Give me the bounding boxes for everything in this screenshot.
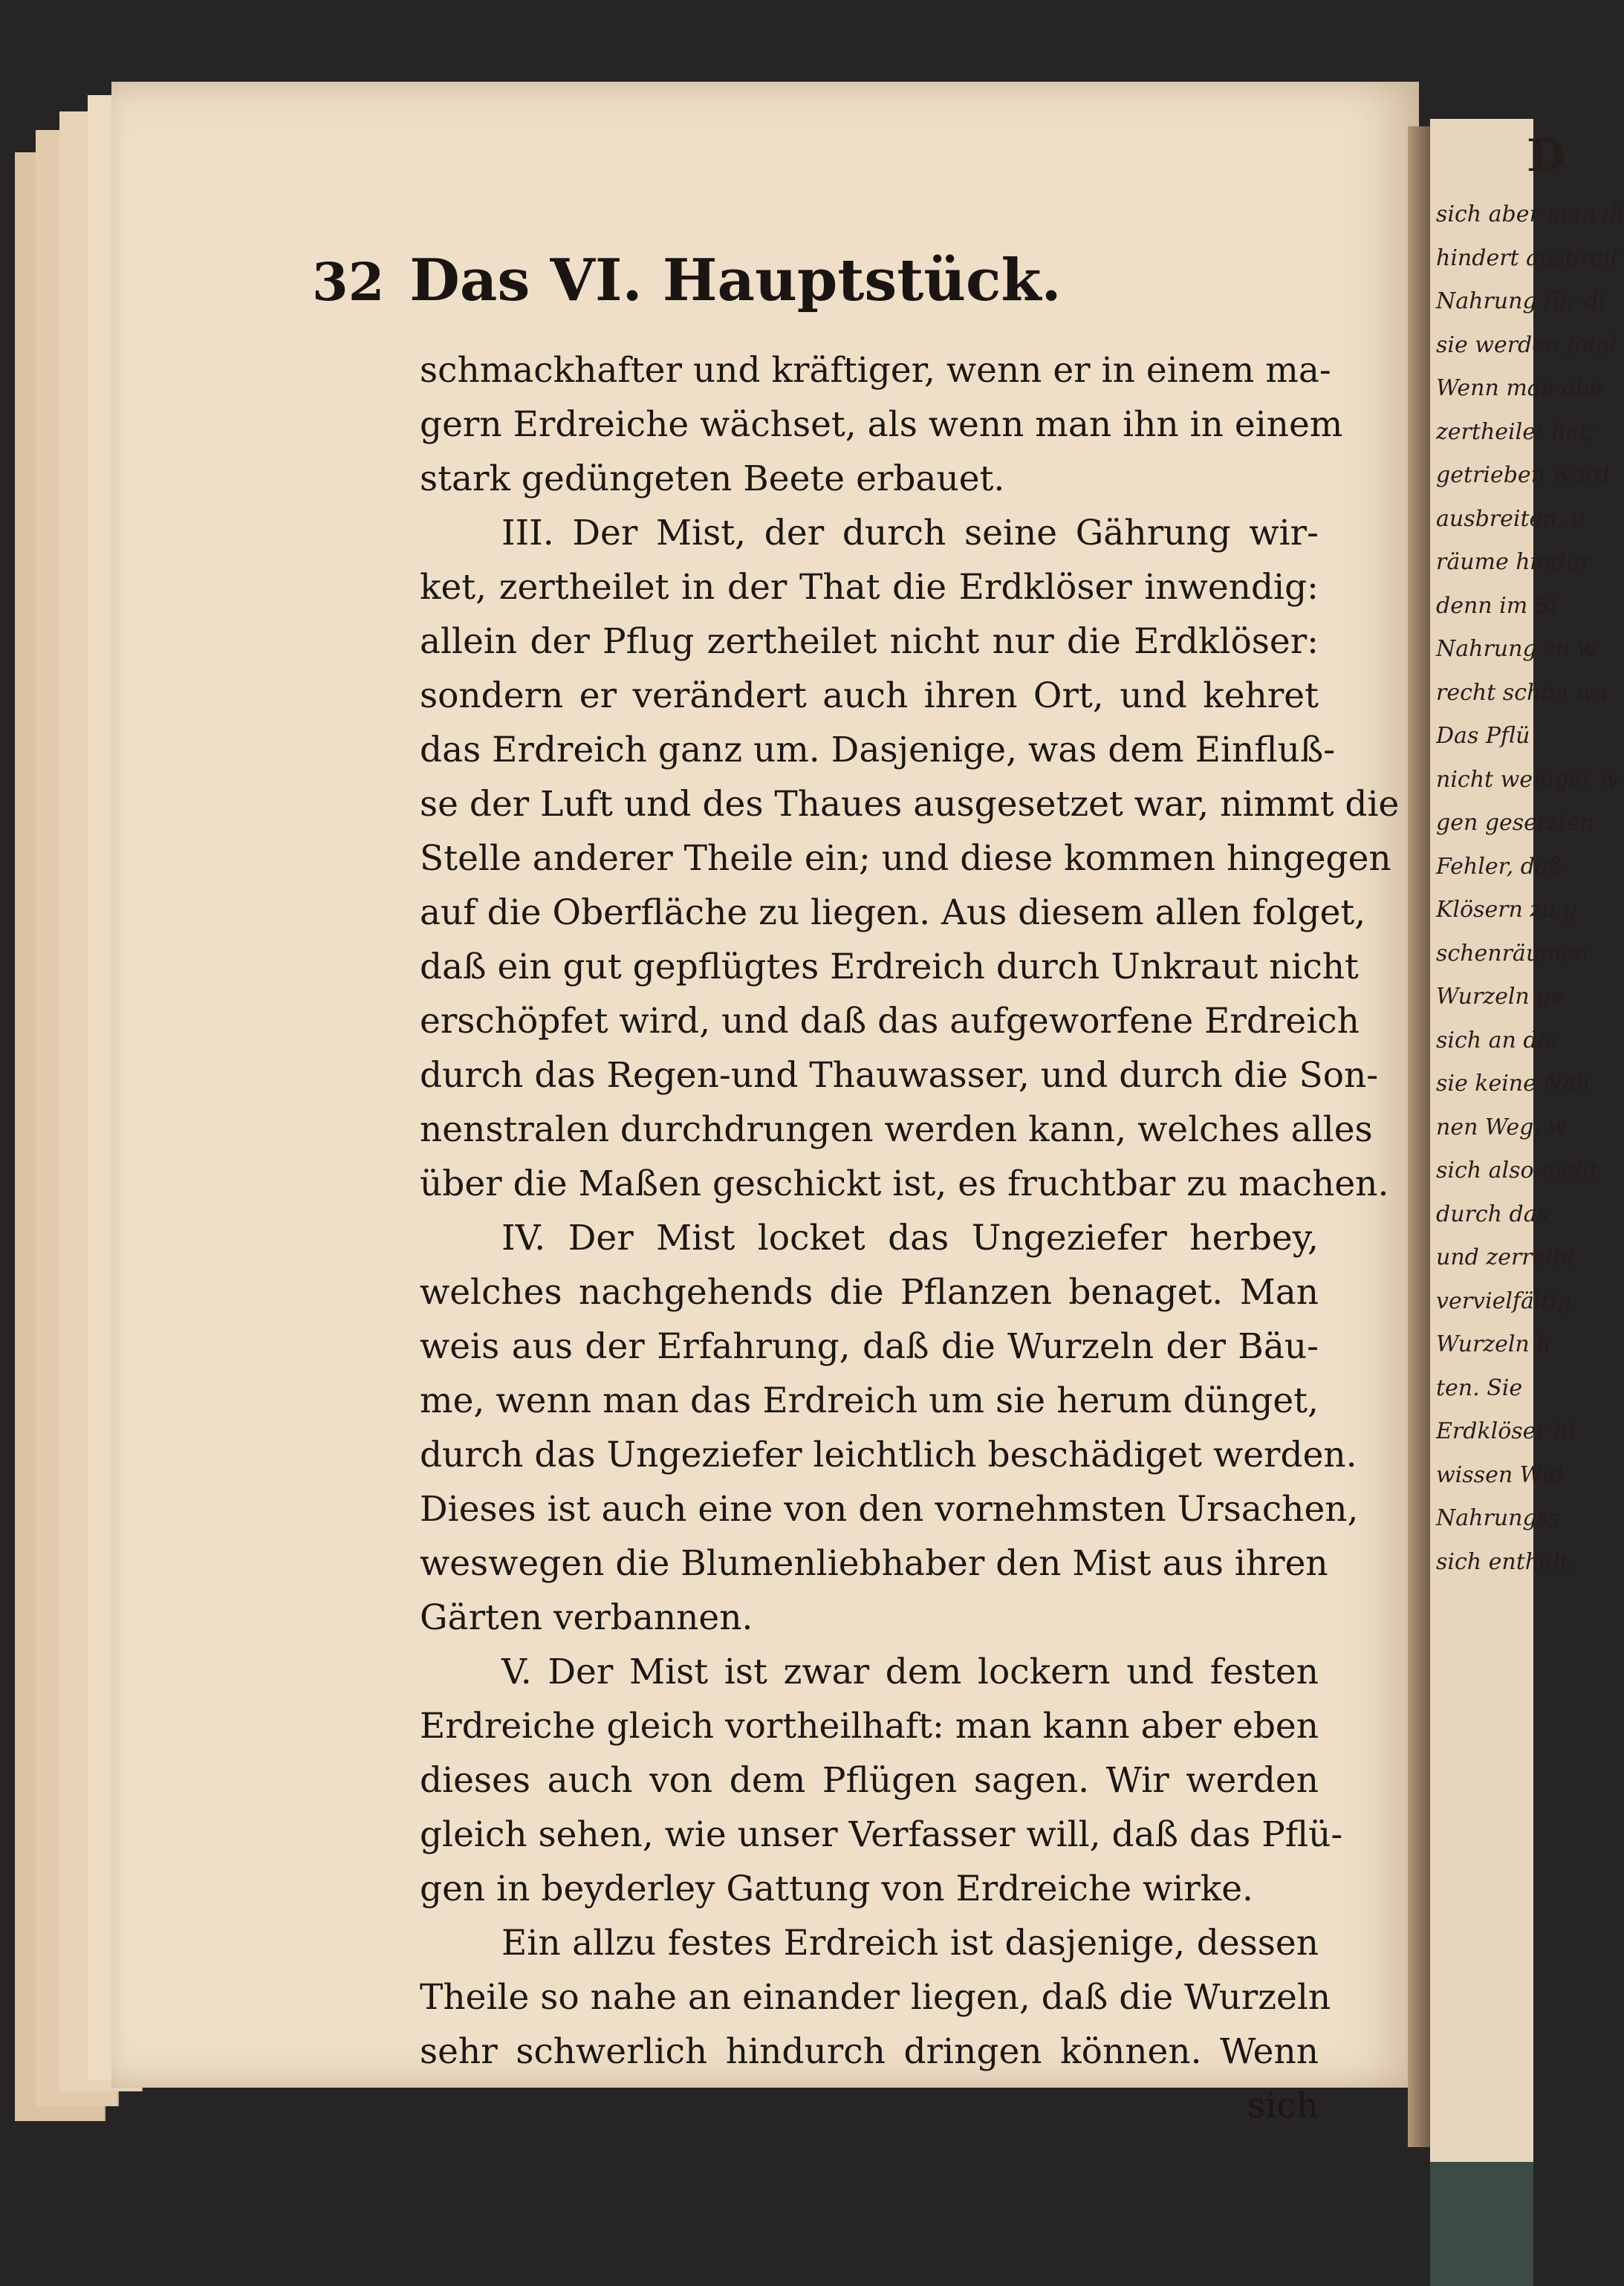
facing-line-fragment: Erdklöser hi (1436, 1418, 1576, 1444)
text-line: gern Erdreiche wächset, als wenn man ihn in einem (420, 404, 1343, 445)
body-text (420, 343, 1400, 2133)
text-line: IV. Der Mist locket das Ungeziefer herbey, (501, 1218, 1319, 1259)
facing-line-fragment: wissen Wid (1436, 1461, 1564, 1488)
facing-line-fragment: hindert ausbreit (1436, 244, 1620, 271)
facing-line-fragment: und zerreibt (1436, 1244, 1576, 1270)
text-line: me, wenn man das Erdreich um sie herum dünget, (420, 1380, 1319, 1421)
facing-line-fragment: Klösern zu g (1436, 897, 1578, 923)
facing-line-fragment: nen Weg, w (1436, 1114, 1568, 1140)
facing-line-fragment: nicht weniger w (1436, 766, 1619, 793)
facing-line-fragment: durch das (1436, 1201, 1549, 1227)
facing-line-fragment: sie keine Nah (1436, 1071, 1591, 1097)
facing-line-fragment: räume hindur (1436, 549, 1591, 575)
text-line: III. Der Mist, der durch seine Gährung wir- (501, 513, 1319, 553)
facing-line-fragment: schenräumen (1436, 940, 1589, 967)
book-gutter (1408, 126, 1430, 2147)
text-line: stark gedüngeten Beete erbauet. (420, 458, 1005, 499)
facing-line-fragment: ausbreiten, u (1436, 505, 1586, 532)
text-line: durch das Regen-und Thauwasser, und durch die Son- (420, 1055, 1379, 1096)
facing-line-fragment: Wurzeln ge (1436, 984, 1565, 1010)
facing-line-fragment: Das Pflü (1436, 723, 1530, 749)
facing-line-fragment: getrieben word (1436, 462, 1610, 488)
facing-page-fragment (1430, 119, 1624, 2162)
text-line: schmackhafter und kräftiger, wenn er in einem ma- (420, 350, 1331, 391)
text-line: ket, zertheilet in der That die Erdklöser inwendig: (420, 567, 1319, 608)
facing-line-fragment: gen gesetzten (1436, 810, 1594, 836)
facing-page-title-fragment: D (1527, 130, 1566, 182)
page-number: 32 (312, 251, 385, 313)
facing-line-fragment: sich an die (1436, 1027, 1558, 1053)
text-line: Ein allzu festes Erdreich ist dasjenige, dessen (501, 1923, 1319, 1964)
facing-line-fragment: sich also nicht (1436, 1157, 1599, 1183)
facing-line-fragment: Wenn man abe (1436, 375, 1603, 401)
text-line: weswegen die Blumenliebhaber den Mist aus ihren (420, 1543, 1328, 1584)
text-line: durch das Ungeziefer leichtlich beschädiget werden. (420, 1435, 1357, 1475)
text-line: gen in beyderley Gattung von Erdreiche wirke. (420, 1868, 1253, 1909)
facing-line-fragment: recht schön wa (1436, 679, 1608, 706)
facing-line-fragment: Wurzeln h (1436, 1331, 1551, 1357)
text-line: Theile so nahe an einander liegen, daß die Wurzeln (420, 1977, 1331, 2018)
text-line: allein der Pflug zertheilet nicht nur die Erdklöser: (420, 621, 1319, 662)
facing-line-fragment: Nahrung für di (1436, 288, 1606, 314)
text-line: auf die Oberfläche zu liegen. Aus diesem allen folget, (420, 892, 1366, 933)
text-line: V. Der Mist ist zwar dem lockern und festen (501, 1652, 1319, 1692)
book-cover-edge (1430, 2162, 1533, 2286)
facing-line-fragment: denn im St (1436, 592, 1559, 619)
facing-line-fragment: Nahrungss (1436, 1505, 1560, 1531)
facing-line-fragment: vervielfältig (1436, 1288, 1572, 1314)
page-header (312, 247, 1129, 325)
text-line: Erdreiche gleich vortheilhaft: man kann aber eben (420, 1706, 1319, 1747)
text-line: daß ein gut gepflügtes Erdreich durch Unkraut nicht (420, 946, 1359, 987)
text-line: sondern er verändert auch ihren Ort, und kehret (420, 675, 1319, 716)
text-line: dieses auch von dem Pflügen sagen. Wir werden (420, 1760, 1319, 1801)
facing-line-fragment: ten. Sie (1436, 1374, 1523, 1401)
text-line: über die Maßen geschickt ist, es fruchtbar zu machen. (420, 1163, 1389, 1204)
text-line: welches nachgehends die Pflanzen benaget. Man (420, 1272, 1319, 1313)
running-title: Das VI. Hauptstück. (409, 247, 1062, 314)
text-line: gleich sehen, wie unser Verfasser will, daß das Pflü- (420, 1814, 1343, 1855)
facing-line-fragment: sich aber man di (1436, 201, 1624, 227)
facing-line-fragment: sie werden folgl (1436, 331, 1617, 358)
facing-line-fragment: Fehler, daß (1436, 853, 1563, 880)
text-line: nenstralen durchdrungen werden kann, welches alles (420, 1109, 1373, 1150)
text-line: weis aus der Erfahrung, daß die Wurzeln der Bäu- (420, 1326, 1319, 1367)
text-line: sehr schwerlich hindurch dringen können. Wenn (420, 2031, 1319, 2072)
text-line: Stelle anderer Theile ein; und diese kommen hingegen (420, 838, 1391, 879)
text-line: erschöpfet wird, und daß das aufgeworfene Erdreich (420, 1001, 1360, 1042)
text-line: Dieses ist auch eine von den vornehmsten Ursachen, (420, 1489, 1359, 1530)
text-line: das Erdreich ganz um. Dasjenige, was dem Einfluß- (420, 730, 1336, 770)
facing-line-fragment: Nahrung zu w (1436, 636, 1597, 662)
catchword: sich (1247, 2085, 1319, 2126)
text-line: Gärten verbannen. (420, 1597, 753, 1638)
facing-line-fragment: zertheilet hat; (1436, 418, 1596, 445)
facing-line-fragment: sich enthält. (1436, 1548, 1576, 1575)
text-line: se der Luft und des Thaues ausgesetzet war, nimmt die (420, 784, 1400, 825)
